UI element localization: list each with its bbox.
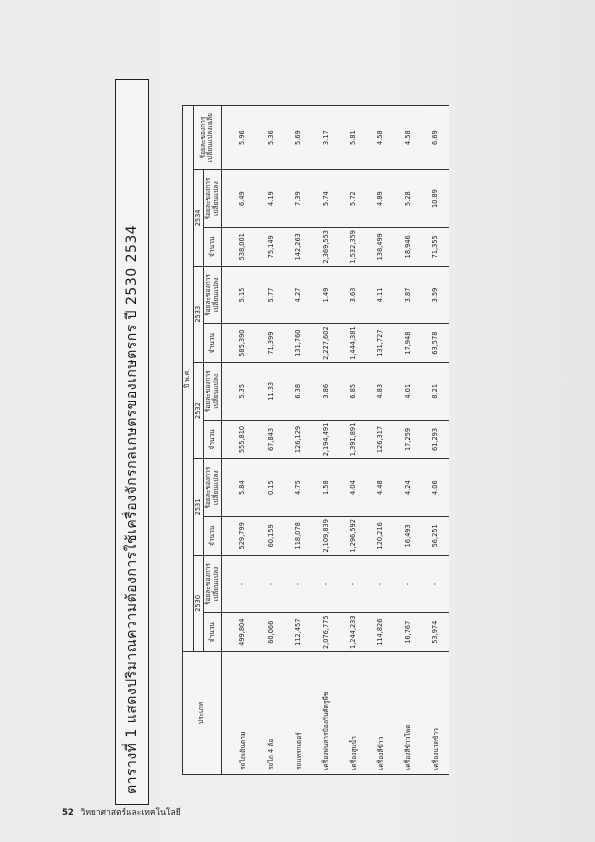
table-cell: 3.87: [394, 266, 421, 324]
table-cell: -: [285, 555, 312, 613]
table-cell: 5.69: [285, 106, 312, 170]
table-cell: 0.15: [257, 459, 284, 517]
table-row: [394, 106, 421, 775]
table-cell: 5.84: [222, 459, 257, 517]
table-cell: 4.04: [339, 459, 366, 517]
table-cell: 3.17: [312, 106, 339, 170]
table-cell: 3.63: [339, 266, 366, 324]
table-cell: 4.58: [394, 106, 421, 170]
table-cell: 4.58: [367, 106, 394, 170]
table-cell: 1,391,891: [339, 420, 366, 459]
table-cell: 11.33: [257, 362, 284, 420]
table-cell: 585,390: [222, 324, 257, 363]
table-cell: 67,843: [257, 420, 284, 459]
table-cell: 131,727: [367, 324, 394, 363]
year-header-2533: 2533: [193, 266, 204, 362]
table-row: [339, 106, 366, 775]
table-cell: 4.27: [285, 266, 312, 324]
table-cell: 6.49: [222, 170, 257, 228]
table-cell: -: [422, 555, 449, 613]
year-header-2531: 2531: [193, 459, 204, 555]
table-cell: 1,444,381: [339, 324, 366, 363]
table-cell: 60,159: [257, 517, 284, 556]
table-row: [257, 106, 284, 775]
table-cell: 10.89: [422, 170, 449, 228]
table-cell: 6.85: [339, 362, 366, 420]
data-table-wrapper: [182, 105, 449, 775]
year-header-2534: 2534: [193, 170, 204, 266]
table-cell: 555,810: [222, 420, 257, 459]
table-cell: 4.06: [422, 459, 449, 517]
table-cell: 16,493: [394, 517, 421, 556]
table-cell: 7.39: [285, 170, 312, 228]
row-type-name: รถแทรกเตอร์: [285, 652, 312, 775]
table-cell: 138,499: [367, 228, 394, 267]
table-cell: 6.69: [422, 106, 449, 170]
table-cell: 18,946: [394, 228, 421, 267]
row-type-name: รถไถเดินตาม: [222, 652, 257, 775]
table-cell: 16,767: [394, 613, 421, 652]
table-cell: 2,369,553: [312, 228, 339, 267]
table-cell: 142,263: [285, 228, 312, 267]
table-cell: 4.11: [367, 266, 394, 324]
table-cell: 5.36: [257, 106, 284, 170]
table-cell: 4.19: [257, 170, 284, 228]
table-cell: 8.21: [422, 362, 449, 420]
table-cell: 5.77: [257, 266, 284, 324]
page-number: 52: [62, 808, 74, 818]
rate-header: ร้อยละของการเปลี่ยนแปลง: [204, 266, 222, 324]
table-caption: [115, 79, 149, 805]
amount-header: จำนวน: [204, 613, 222, 652]
table-cell: 4.83: [367, 362, 394, 420]
table-cell: 4.89: [367, 170, 394, 228]
table-cell: 5.28: [394, 170, 421, 228]
table-cell: 17,948: [394, 324, 421, 363]
year-header-2530: 2530: [193, 555, 204, 651]
table-cell: 75,149: [257, 228, 284, 267]
amount-header: จำนวน: [204, 324, 222, 363]
table-cell: 3.86: [312, 362, 339, 420]
table-cell: 4.01: [394, 362, 421, 420]
table-cell: 538,001: [222, 228, 257, 267]
table-row: [367, 106, 394, 775]
table-cell: 4.75: [285, 459, 312, 517]
table-row: [422, 106, 449, 775]
row-type-name: เครื่องสูบน้ำ: [339, 652, 366, 775]
table-row: [312, 106, 339, 775]
row-type-name: เครื่องสีข้าวโพด: [394, 652, 421, 775]
year-group-header: ปี พ.ศ.: [183, 106, 194, 652]
table-cell: 1.58: [312, 459, 339, 517]
table-cell: 71,399: [257, 324, 284, 363]
table-cell: 126,129: [285, 420, 312, 459]
table-cell: 3.59: [422, 266, 449, 324]
table-cell: 1,244,233: [339, 613, 366, 652]
table-cell: 17,259: [394, 420, 421, 459]
table-cell: -: [222, 555, 257, 613]
amount-header: จำนวน: [204, 420, 222, 459]
table-cell: 120,216: [367, 517, 394, 556]
table-cell: 131,760: [285, 324, 312, 363]
table-cell: 5.72: [339, 170, 366, 228]
table-cell: 5.35: [222, 362, 257, 420]
row-type-name: เครื่องสีข้าว: [367, 652, 394, 775]
rate-header: ร้อยละของการเปลี่ยนแปลง: [204, 459, 222, 517]
table-cell: -: [339, 555, 366, 613]
table-cell: 118,078: [285, 517, 312, 556]
table-cell: 1.49: [312, 266, 339, 324]
page-footer: [62, 805, 181, 819]
row-type-name: เครื่องนวดข้าว: [422, 652, 449, 775]
row-type-name: รถไถ 4 ล้อ: [257, 652, 284, 775]
table-cell: 63,578: [422, 324, 449, 363]
journal-name: วิทยาศาสตร์และเทคโนโลยี: [80, 808, 181, 818]
table-cell: -: [394, 555, 421, 613]
table-cell: 529,799: [222, 517, 257, 556]
table-body: [222, 106, 449, 775]
table-cell: 2,109,839: [312, 517, 339, 556]
year-header-2532: 2532: [193, 362, 204, 458]
table-caption-text: ตารางที่ 1 แสดงปริมาณความต้องการใช้เครื่องจักรกลเกษตรของเกษตรกร ปี 2530 2534: [124, 224, 140, 794]
table-cell: 56,251: [422, 517, 449, 556]
table-cell: 60,066: [257, 613, 284, 652]
table-cell: 4.48: [367, 459, 394, 517]
table-cell: 114,826: [367, 613, 394, 652]
table-cell: 5.15: [222, 266, 257, 324]
table-cell: 71,355: [422, 228, 449, 267]
table-cell: -: [257, 555, 284, 613]
table-cell: 4.24: [394, 459, 421, 517]
table-cell: 112,457: [285, 613, 312, 652]
avg-change-header: ร้อยละของการเปลี่ยนแปลงเฉลี่ย: [193, 106, 222, 170]
table-cell: 1,532,359: [339, 228, 366, 267]
table-cell: 53,974: [422, 613, 449, 652]
table-cell: 2,227,602: [312, 324, 339, 363]
table-cell: 2,194,491: [312, 420, 339, 459]
table-cell: 5.96: [222, 106, 257, 170]
type-header: ประเภท: [183, 652, 222, 775]
amount-header: จำนวน: [204, 228, 222, 267]
table-cell: -: [367, 555, 394, 613]
rate-header: ร้อยละของการเปลี่ยนแปลง: [204, 362, 222, 420]
data-table: [182, 105, 449, 775]
table-cell: 5.74: [312, 170, 339, 228]
table-cell: 6.38: [285, 362, 312, 420]
table-row: [285, 106, 312, 775]
rate-header: ร้อยละของการเปลี่ยนแปลง: [204, 170, 222, 228]
table-cell: 499,804: [222, 613, 257, 652]
table-cell: 2,076,775: [312, 613, 339, 652]
table-row: [222, 106, 257, 775]
table-cell: 126,317: [367, 420, 394, 459]
table-cell: 61,293: [422, 420, 449, 459]
amount-header: จำนวน: [204, 517, 222, 556]
table-cell: 5.81: [339, 106, 366, 170]
table-cell: -: [312, 555, 339, 613]
rotated-table-area: [115, 75, 485, 805]
row-type-name: เครื่องพ่นสารป้องกันศัตรูพืช: [312, 652, 339, 775]
rate-header: ร้อยละของการเปลี่ยนแปลง: [204, 555, 222, 613]
table-cell: 1,296,592: [339, 517, 366, 556]
